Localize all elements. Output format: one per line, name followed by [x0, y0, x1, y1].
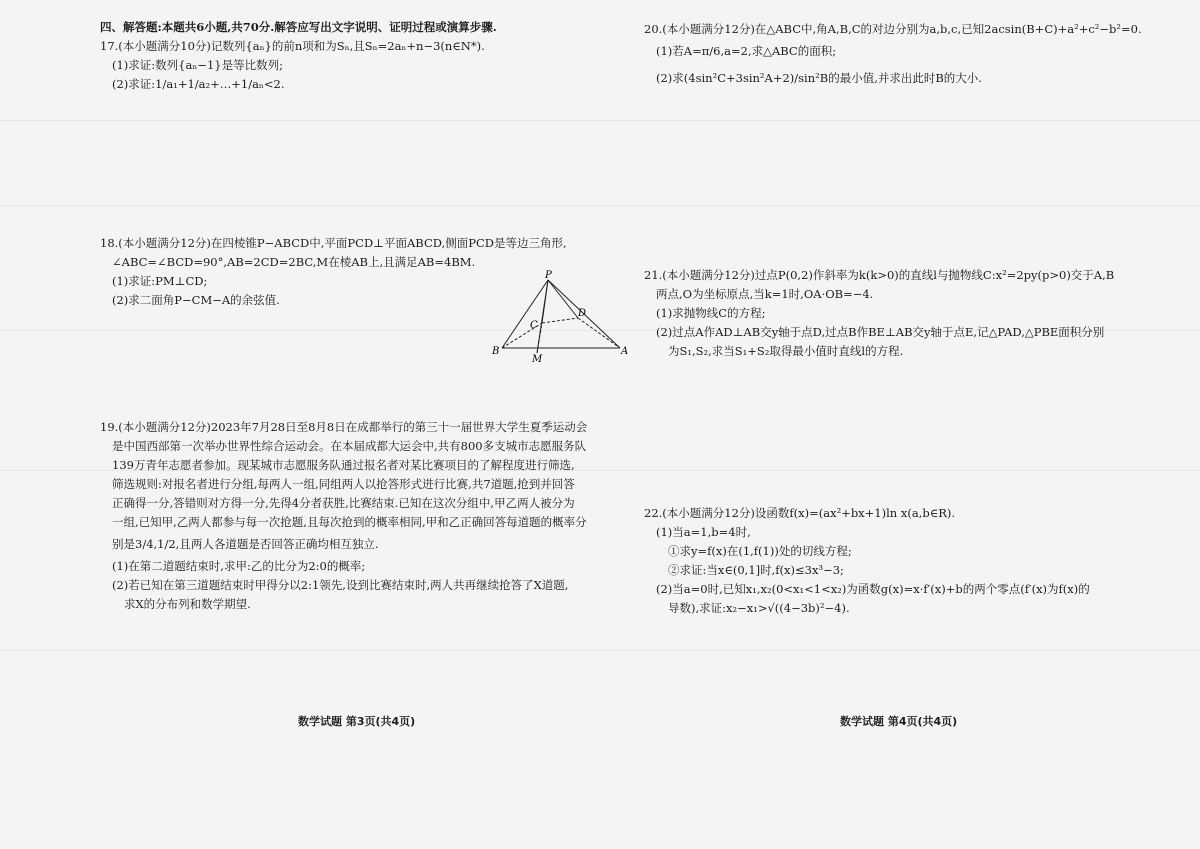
- q21-part2-cont: 为S₁,S₂,求当S₁+S₂取得最小值时直线l的方程.: [668, 344, 904, 358]
- q21-part1: (1)求抛物线C的方程;: [656, 306, 766, 320]
- q21-stem-line1: 21.(本小题满分12分)过点P(0,2)作斜率为k(k>0)的直线l与抛物线C:x²=2py(p>0)交于A,B: [644, 268, 1115, 282]
- q18-part1: (1)求证:PM⊥CD;: [112, 274, 208, 288]
- label-D: D: [578, 308, 587, 319]
- q22-part1-b: ②求证:当x∈(0,1]时,f(x)≤3x³−3;: [668, 563, 844, 577]
- section-heading: 四、解答题:本题共6小题,共70分.解答应写出文字说明、证明过程或演算步骤.: [100, 20, 497, 34]
- pyramid-figure: [490, 268, 630, 363]
- q18-stem-line2: ∠ABC=∠BCD=90°,AB=2CD=2BC,M在棱AB上,且满足AB=4BM.: [112, 255, 476, 269]
- label-M: M: [532, 354, 543, 363]
- label-P: P: [545, 270, 552, 281]
- q19-part1: (1)在第二道题结束时,求甲:乙的比分为2:0的概率;: [112, 559, 366, 573]
- q21-part2: (2)过点A作AD⊥AB交y轴于点D,过点B作BE⊥AB交y轴于点E,记△PAD,△PBE面积分别: [656, 325, 1105, 339]
- page-footer-4: 数学试题 第4页(共4页): [840, 715, 958, 728]
- q19-line2: 是中国西部第一次举办世界性综合运动会。在本届成都大运会中,共有800多支城市志愿服务队: [112, 439, 587, 453]
- q19-line7: 别是3/4,1/2,且两人各道题是否回答正确均相互独立.: [112, 537, 379, 551]
- page-4: [640, 0, 1200, 849]
- question-17-block: [100, 18, 497, 94]
- label-B: B: [492, 346, 500, 357]
- q19-line6: 一组,已知甲,乙两人都参与每一次抢题,且每次抢到的概率相同,甲和乙正确回答每道题的概率分: [112, 515, 587, 529]
- question-20-block: [644, 20, 1142, 88]
- q19-part2-cont: 求X的分布列和数学期望.: [124, 597, 251, 611]
- q22-part2-cont: 导数),求证:x₂−x₁>√((4−3b)²−4).: [668, 601, 850, 615]
- q19-line4: 筛选规则:对报名者进行分组,每两人一组,同组两人以抢答形式进行比赛,共7道题,抢到并回答: [112, 477, 575, 491]
- label-A: A: [621, 346, 629, 357]
- page-footer-3: 数学试题 第3页(共4页): [298, 715, 416, 728]
- q17-part2: (2)求证:1/a₁+1/a₂+…+1/aₙ<2.: [112, 77, 285, 91]
- q20-part2: (2)求(4sin²C+3sin²A+2)/sin²B的最小值,并求出此时B的大小.: [656, 71, 982, 85]
- q17-stem: 17.(本小题满分10分)记数列{aₙ}的前n项和为Sₙ,且Sₙ=2aₙ+n−3(n∈N*).: [100, 39, 485, 53]
- label-C: C: [530, 320, 538, 331]
- q22-part1: (1)当a=1,b=4时,: [656, 525, 751, 539]
- question-21-block: [644, 266, 1114, 361]
- q19-line3: 139万青年志愿者参加。现某城市志愿服务队通过报名者对某比赛项目的了解程度进行筛选,: [112, 458, 575, 472]
- q22-part2: (2)当a=0时,已知x₁,x₂(0<x₁<1<x₂)为函数g(x)=x·f′(x)+b的两个零点(f′(x)为f(x)的: [656, 582, 1090, 596]
- q21-stem-line2: 两点,O为坐标原点,当k=1时,OA·OB=−4.: [656, 287, 874, 301]
- question-22-block: [644, 504, 1090, 618]
- q18-stem-line1: 18.(本小题满分12分)在四棱锥P−ABCD中,平面PCD⊥平面ABCD,侧面PCD是等边三角形,: [100, 236, 567, 250]
- q22-part1-a: ①求y=f(x)在(1,f(1))处的切线方程;: [668, 544, 852, 558]
- q19-line5: 正确得一分,答错则对方得一分,先得4分者获胜,比赛结束.已知在这次分组中,甲乙两人被分为: [112, 496, 575, 510]
- q18-part2: (2)求二面角P−CM−A的余弦值.: [112, 293, 280, 307]
- q20-stem: 20.(本小题满分12分)在△ABC中,角A,B,C的对边分别为a,b,c,已知2acsin(B+C)+a²+c²−b²=0.: [644, 22, 1142, 36]
- q19-part2: (2)若已知在第三道题结束时甲得分以2:1领先,设到比赛结束时,两人共再继续抢答了X道题,: [112, 578, 569, 592]
- q20-part1: (1)若A=π/6,a=2,求△ABC的面积;: [656, 44, 837, 58]
- q17-part1: (1)求证:数列{aₙ−1}是等比数列;: [112, 58, 283, 72]
- question-19-block: [100, 418, 587, 614]
- q19-line1: 19.(本小题满分12分)2023年7月28日至8月8日在成都举行的第三十一届世界大学生夏季运动会: [100, 420, 588, 434]
- q22-stem: 22.(本小题满分12分)设函数f(x)=(ax²+bx+1)ln x(a,b∈R).: [644, 506, 956, 520]
